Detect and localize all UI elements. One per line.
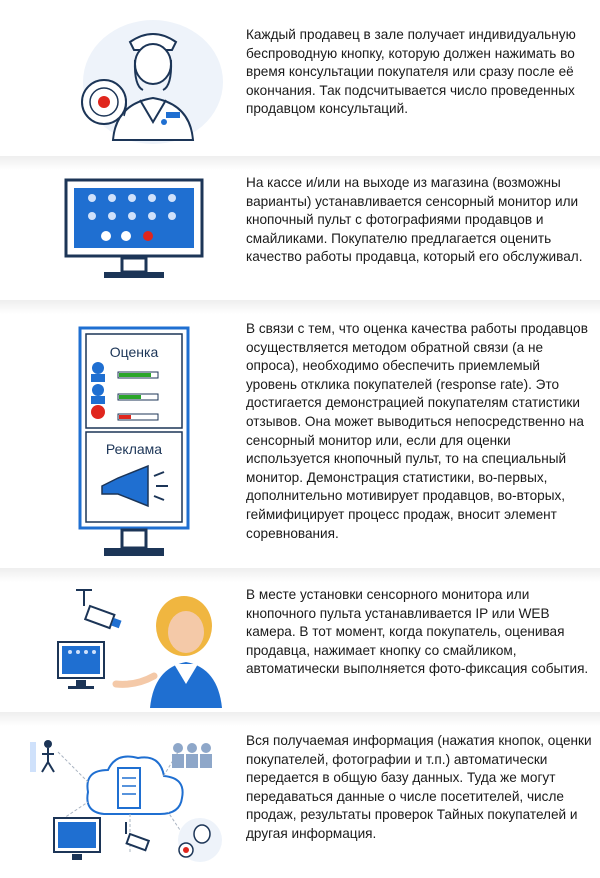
rating-kiosk-illustration [0,304,240,568]
section-database [0,716,600,878]
section-text: В месте установки сенсорного монитора или кнопочного пульта устанавливается IP или WEB камера. В тот момент, когда покупатель, оценивая продавца, нажимает кнопку со смайликом, автоматически выполняется фото-фиксация события. [246,587,589,677]
kiosk-bottom-label: Реклама [105,441,163,457]
camera-woman-icon [56,580,236,710]
section-text: Вся получаемая информация (нажатия кнопок, оценки покупателей, фотографии и т.п.) автоматически передается в общую базу данных. Туда же могут передаваться данные о числе посетителей, числе продаж, результаты проверок Тайных покупателей и другая информация. [246,733,592,841]
kiosk-top-label: Оценка [109,344,159,360]
camera-and-woman-illustration [0,572,240,712]
section-text: На кассе и/или на выходе из магазина (возможны варианты) устанавливается сенсорный монитор или кнопочный пульт с фотографиями продавцов и смайликами. Покупателю предлагается оценить качество работы продавца, который его обслуживал. [246,175,583,265]
section-text: Каждый продавец в зале получает индивидуальную беспроводную кнопку, которую должен нажимать во время консультации покупателя или сразу после её окончания. Так подсчитывается число проведенных продавцом консультаций. [246,27,576,117]
section-text: В связи с тем, что оценка качества работы продавцов осуществляется методом обратной связи (а не опроса), необходимо обеспечить приемлемый уровень отклика покупателей (response rate). Это достигается демонстрацией покупателям статистики отзывов. Она может выводиться непосредственно на сенсорный монитор или, если для оценки используется кнопочный пульт, то на специальный монитор. Демонстрация статистики, во-первых, дополнительно мотивирует продавцов, во-вторых, геймифицирует процесс продаж, вносит элемент соревнования. [246,321,588,541]
section-rating-kiosk [0,304,600,568]
cloud-database-illustration [0,716,240,878]
monitor-icon [64,178,204,288]
cloud-database-icon [18,722,238,872]
monitor-with-sellers-illustration [0,160,240,300]
section-seller-button [0,0,600,156]
section-monitor [0,160,600,300]
seller-icon [68,12,238,152]
seller-with-button-illustration [0,0,240,156]
section-camera [0,572,600,712]
